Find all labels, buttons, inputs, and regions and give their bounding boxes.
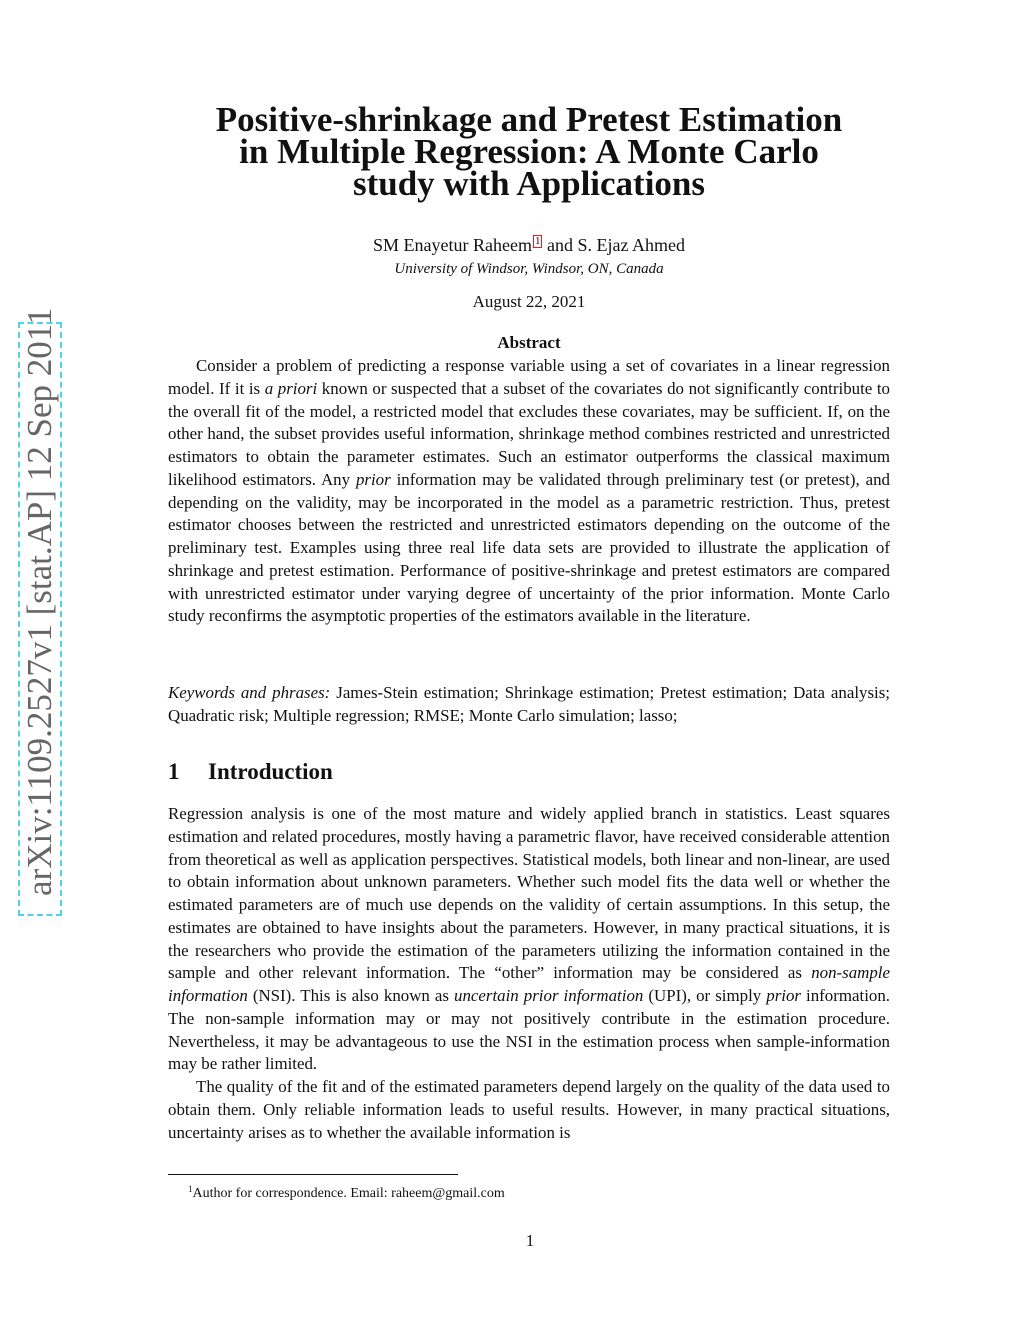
intro-emphasis-3: prior	[766, 986, 801, 1005]
abstract-text-3: information may be validated through preliminary test (or pretest), and depending on the validity, may be incorporated in the model as a parametric restriction. Thus, pretest estimator chooses between the restricted and unrestricted estimators depending on the outcome of the preliminary test. Examples using three real life data sets are provided to illustrate the application of shrinkage and pretest estimation. Performance of positive-shrinkage and pretest estimators are compared with unrestricted estimator under varying degree of uncertainty of the prior information. Monte Carlo study reconfirms the asymptotic properties of the estimators available in the literature.	[168, 469, 890, 626]
footnote-link[interactable]: 1	[534, 235, 541, 247]
author-conjunction: and	[542, 235, 578, 255]
section-title-text: Introduction	[208, 759, 333, 784]
intro-emphasis-2: uncertain prior information	[454, 986, 644, 1005]
paper-title	[150, 100, 908, 203]
footnote	[188, 1180, 505, 1203]
abstract-emphasis-1: a priori	[264, 378, 318, 398]
intro-emphasis-1: non-sample information	[168, 963, 890, 1005]
abstract-heading: Abstract	[497, 333, 561, 352]
keywords	[168, 682, 890, 727]
title-line-3: study with Applications	[352, 164, 706, 203]
abstract-text-2: known or suspected that a subset of the covariates do not significantly contribute to the overall fit of the model, a restricted model that excludes these covariates, may be sufficient. If, on the other hand, the subset provides useful information, shrinkage method combines restricted and unrestricted estimators to obtain the parameter estimates. Such an estimator outperforms the classical maximum likelihood estimators. Any	[168, 378, 891, 489]
abstract-emphasis-2: prior	[355, 469, 391, 489]
section-heading	[168, 758, 333, 786]
section-number: 1	[168, 759, 180, 784]
title-line-1: Positive-shrinkage and Pretest Estimation	[215, 100, 843, 139]
introduction-body	[168, 803, 890, 1144]
abstract-text-1: Consider a problem of predicting a response variable using a set of covariates in a linear regression model. If it is	[168, 356, 890, 398]
author-list	[150, 234, 908, 256]
arxiv-identifier: arXiv:1109.2527v1 [stat.AP] 12 Sep 2011	[20, 307, 59, 896]
intro-text-1d: information. The non-sample information may or may not positively contribute in the estimation procedure. Nevertheless, it may be advantageous to use the NSI in the estimation process when sample-information may be rather limited.	[168, 986, 891, 1074]
author-first: SM Enayetur Raheem	[373, 235, 532, 255]
keywords-text: James-Stein estimation; Shrinkage estimation; Pretest estimation; Data analysis; Quadratic risk; Multiple regression; RMSE; Monte Carlo simulation; lasso;	[168, 683, 890, 725]
footnote-divider	[168, 1174, 458, 1175]
paper-date: August 22, 2021	[472, 292, 586, 311]
abstract-body	[168, 355, 890, 628]
intro-text-1c: (UPI), or simply	[643, 986, 767, 1005]
intro-paragraph-1	[168, 803, 890, 1076]
footnote-mark: 1	[188, 1184, 193, 1194]
affiliation: University of Windsor, Windsor, ON, Canada	[394, 261, 664, 277]
title-line-2: in Multiple Regression: A Monte Carlo	[239, 132, 819, 171]
intro-text-1a: Regression analysis is one of the most mature and widely applied branch in statistics. Least squares estimation and related procedures, mostly having a parametric flavor, have received considerable attention from theoretical as well as application perspectives. Statistical models, both linear and non-linear, are used to obtain information about unknown parameters. Whether such model fits the data well or whether the estimated parameters are of much use depends on the validity of certain assumptions. In this setup, the estimates are obtained to have insights about the parameters. However, in many practical situations, it is the researchers who provide the estimation of the parameters utilizing the information contained in the sample and other relevant information. The “other” information may be considered as	[168, 804, 890, 983]
page-number: 1	[525, 1231, 535, 1250]
keywords-label: Keywords and phrases:	[168, 683, 331, 702]
footnote-text: Author for correspondence. Email: raheem@gmail.com	[192, 1186, 505, 1201]
intro-paragraph-2: The quality of the fit and of the estimated parameters depend largely on the quality of the data used to obtain them. Only reliable information leads to useful results. However, in many practical situations, uncertainty arises as to whether the available information is	[168, 1077, 890, 1142]
author-second: S. Ejaz Ahmed	[577, 235, 685, 255]
intro-text-1b: (NSI). This is also known as	[247, 986, 455, 1005]
